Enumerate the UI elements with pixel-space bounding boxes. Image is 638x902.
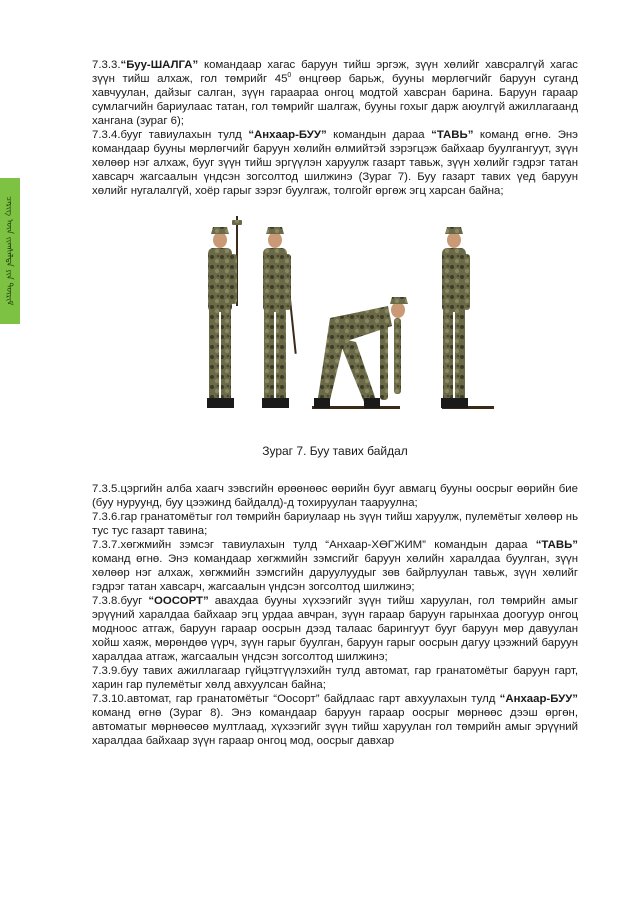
soldiers-illustration xyxy=(180,214,500,434)
soldier-4 xyxy=(441,227,494,409)
figure-caption: Зураг 7. Буу тавих байдал xyxy=(262,444,408,458)
side-tab xyxy=(0,178,20,324)
soldier-2 xyxy=(262,227,297,408)
paragraph-7-3-7: 7.3.7.хөгжмийн зэмсэг тавиулахын тулд “Анхаар-ХӨГЖИМ” командын дараа “ТАВЬ” команд өгнө. Энэ командаар хөгжмийн зэмсгийг баруун хөлийн харалдаа буулган, зүүн хөлөөр нэг алхаж, хөгжмийн зэмсгийн даруулуудыг зөв байрлуулан тавьж, зүүн хөлийг гэдрэг татан хавсарч, жагсаалын үндсэн зогсолтод шилжинэ; xyxy=(92,539,578,593)
paragraph-7-3-10: 7.3.10.автомат, гар гранатомётыг “Оосорт” байдлаас гарт авхуулахын тулд “Анхаар-БУУ” команд өгнө (Зураг 8). Энэ командаар баруун гараар оосрыг мөрнөөс дээш өргөн, автоматыг мөрнөөсөө мултлаад, хүхээгийг зүүн тийш харуулан гол төмрийн амыг эрүүний харалдаа байхаар зүүн гараар онгоц мод, оосрыг давхар xyxy=(92,693,578,747)
side-tab-text: ᠴᠡᠷᠢᠭ ᠦᠨ ᠵᠢᠭᠰᠠᠯᠲᠠ ᠶᠢᠨ ᠳᠦᠷᠢᠮ xyxy=(4,196,14,306)
paragraph-7-3-3: 7.3.3.“Буу-ШАЛГА” командаар хагас баруун тийш эргэж, зүүн хөлийг хавсралгүй хагас зүүн тийш алхаж, гол төмрийг $45^0$ өнцгөөр барьж, бууны мөрлөгчийг баруун суганд хавчуулан, дайзыг салган, зүүн гараараа онгоц модтой хавсран барина. Баруун гараар сумлагчийн бариулаас татан, гол төмрийг шалгаж, бууны гохыг дарж аюулгүй ажиллагаанд хангана (зураг 6); xyxy=(92,59,578,127)
paragraph-7-3-8: 7.3.8.бууг “ООСОРТ” авахдаа бууны хүхээгийг зүүн тийш харуулан, гол төмрийн амыг эрүүний харалдаа байхаар эгц урдаа авчран, зүүн гараар баруун гарынхаа доогуур онгоц модноос атгаж, баруун гараар оосрын дээд талаас барингуут бууг баруун мөр давуулан хойш хаяж, мөрөндөө үүрч, зүүн гарыг буулган, баруун гарыг оосрын дагуу цээжний баруун харалдаа атгаж, жагсаалын үндсэн зогсолтод шилжинэ; xyxy=(92,595,578,663)
figure-7-illustration xyxy=(180,214,500,434)
paragraph-7-3-4: 7.3.4.бууг тавиулахын тулд “Анхаар-БУУ” командын дараа “ТАВЬ” команд өгнө. Энэ командаар бууны мөрлөгчийг баруун хөлийн өлмийтэй зэрэгцэж байхаар буулгангуут, зүүн хөлөөр нэг алхаж, бууг зүүн тийш эргүүлэн харуулж газарт тавьж, зүүн хөлийг гэдрэг татан хавсарч жагсаалын үндсэн зогсолтод шилжинэ (Зураг 7). Буу газарт тавих үед баруун хөлийг нугалалгүй, хоёр гарыг зэрэг буулгаж, толгойг өргөж эгц харсан байна; xyxy=(92,129,578,197)
paragraph-7-3-9: 7.3.9.буу тавих ажиллагаар гүйцэтгүүлэхийн тулд автомат, гар гранатомётыг баруун гарт, харин гар пулемётыг хөлд авхуулсан байна; xyxy=(92,665,578,691)
text-block-top xyxy=(92,58,578,198)
paragraph-7-3-5: 7.3.5.цэргийн алба хаагч зэвсгийн өрөөнөөс өөрийн бууг авмагц бууны оосрыг өөрийн бие (буу нуруунд, буу цээжинд байдалд)-д тохируулан тааруулна; xyxy=(92,483,578,509)
paragraph-7-3-6: 7.3.6.гар гранатомётыг гол төмрийн бариулаар нь зүүн тийш харуулж, пулемётыг хөлөөр нь тус тус газарт тавина; xyxy=(92,511,578,537)
soldier-3 xyxy=(312,297,408,409)
soldier-1 xyxy=(207,216,242,408)
text-block-bottom xyxy=(92,482,578,748)
